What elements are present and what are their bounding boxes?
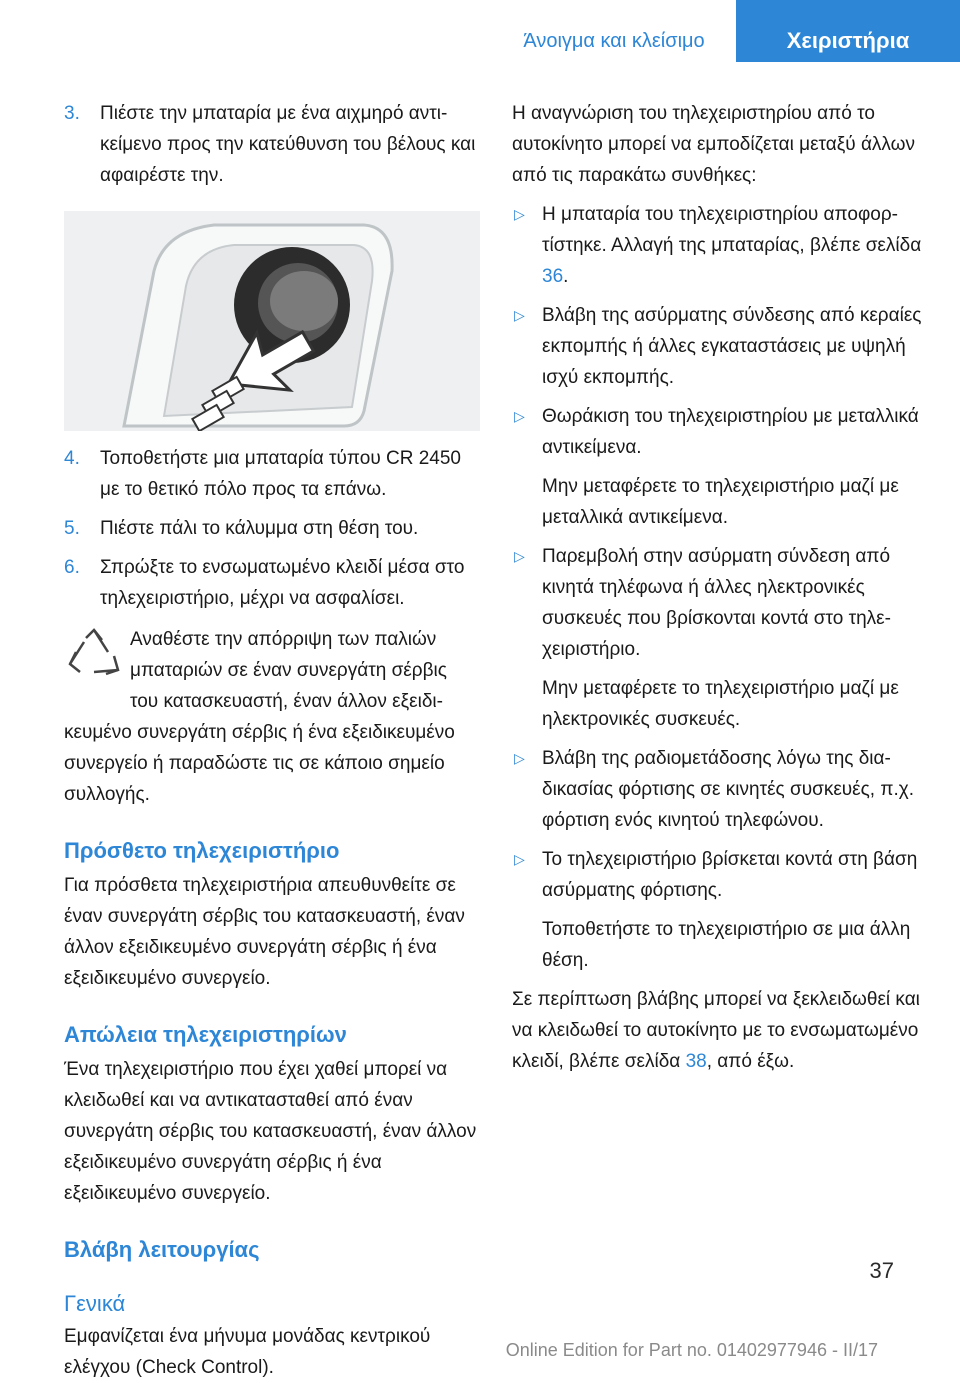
key-battery-illustration: [64, 211, 480, 431]
recycling-text: Αναθέστε την απόρριψη των παλιών μπαταριών σε έναν συνεργάτη σέρβις του κατασκευαστή, έναν άλλον εξειδικευμένο συνεργάτη σέρβις ή ένα εξειδικευμένο συνεργείο ή παραδώστε τις σε κάποιο σημείο συλλογής.: [64, 629, 455, 805]
outro-paragraph: [512, 984, 928, 1077]
triangle-bullet-icon: ▷: [514, 307, 525, 323]
triangle-bullet-icon: ▷: [514, 206, 525, 222]
step-number: 6.: [64, 557, 80, 578]
list-item-text: Βλάβη της ασύρματης σύνδεσης από κεραίες εκπομπής ή άλλες εγκαταστάσεις με υψηλή ισχύ εκπομπής.: [542, 305, 922, 388]
step-6: [64, 552, 480, 614]
page-link[interactable]: 36: [542, 266, 564, 287]
step-number: 5.: [64, 518, 80, 539]
heading-malfunction: Βλάβη λειτουργίας: [64, 1237, 260, 1262]
heading-additional-remote: Πρόσθετο τηλεχειριστήριο: [64, 838, 340, 863]
heading-lost-remotes: Απώλεια τηλεχειριστηρίων: [64, 1022, 347, 1047]
step-text: Σπρώξτε το ενσωματωμένο κλειδί μέσα στο τηλεχειριστήριο, μέχρι να ασφαλίσει.: [100, 557, 465, 609]
recycle-icon: [64, 626, 124, 688]
step-5: [64, 513, 480, 544]
recycling-note: [64, 624, 480, 810]
list-item: [512, 541, 928, 665]
list-item-remedy: Μην μεταφέρετε το τηλεχειριστήριο μαζί με ηλεκτρονικές συσκευές.: [542, 678, 899, 730]
triangle-bullet-icon: ▷: [514, 548, 525, 564]
outro-text: Σε περίπτωση βλάβης μπορεί να ξεκλειδωθεί και να κλειδωθεί το αυτοκίνητο με το ενσωματωμένο κλειδί, βλέπε σελίδα: [512, 989, 920, 1072]
list-item-text: Παρεμβολή στην ασύρματη σύνδεση από κινητά τηλέφωνα ή άλλες ηλεκτρονικές συσκευές που βρίσκονται κοντά στο τηλεχειριστήριο.: [542, 546, 891, 660]
triangle-bullet-icon: ▷: [514, 851, 525, 867]
page-header: [0, 0, 960, 62]
intro-paragraph: Η αναγνώριση του τηλεχειριστηρίου από το αυτοκίνητο μπορεί να εμποδίζεται μεταξύ άλλων από τις παρακάτω συνθήκες:: [512, 103, 915, 186]
step-text: Τοποθετήστε μια μπαταρία τύπου CR 2450 με το θετικό πόλο προς τα επάνω.: [100, 448, 461, 500]
footer: [0, 1340, 960, 1361]
page-link[interactable]: 38: [685, 1051, 707, 1072]
list-item: [512, 401, 928, 463]
step-number: 3.: [64, 103, 80, 124]
step-3: [64, 98, 480, 191]
paragraph-general: Εμφανίζεται ένα μήνυμα μονάδας κεντρικού ελέγχου (Check Control).: [64, 1326, 431, 1378]
chapter-tab[interactable]: Χειριστήρια: [736, 0, 960, 62]
list-item: [512, 199, 928, 292]
heading-general: Γενικά: [64, 1291, 126, 1316]
footer-text: Online Edition for Part no. 01402977946 - II/17: [505, 1340, 878, 1360]
outro-text-end: , από έξω.: [706, 1051, 795, 1072]
list-item-remedy: Μην μεταφέρετε το τηλεχειριστήριο μαζί με μεταλλικά αντικείμενα.: [542, 476, 899, 528]
list-item: [512, 844, 928, 906]
list-item-text: Η μπαταρία του τηλεχειριστηρίου αποφορτίστηκε. Αλλαγή της μπαταρίας, βλέπε σελίδα: [542, 204, 922, 256]
list-item-text: Βλάβη της ραδιομετάδοσης λόγω της διαδικασίας φόρτισης σε κινητές συσκευές, π.χ. φόρτιση ενός κινητού τηλεφώνου.: [542, 748, 915, 831]
list-item-text: Θωράκιση του τηλεχειριστηρίου με μεταλλικά αντικείμενα.: [542, 406, 919, 458]
list-item-text: Το τηλεχειριστήριο βρίσκεται κοντά στη βάση ασύρματης φόρτισης.: [542, 849, 918, 901]
list-item-remedy: Τοποθετήστε το τηλεχειριστήριο σε μια άλλη θέση.: [542, 919, 911, 971]
list-item: [512, 743, 928, 836]
triangle-bullet-icon: ▷: [514, 750, 525, 766]
page-number: 37: [869, 1258, 894, 1283]
step-4: [64, 443, 480, 505]
paragraph-additional-remote: Για πρόσθετα τηλεχειριστήρια απευθυνθείτε σε έναν συνεργάτη σέρβις του κατασκευαστή, έναν άλλον εξειδικευμένο συνεργάτη σέρβις ή ένα εξειδικευμένο συνεργείο.: [64, 875, 465, 989]
list-item: [512, 300, 928, 393]
left-column: [64, 98, 480, 1383]
step-text: Πιέστε την μπαταρία με ένα αιχμηρό αντικείμενο προς την κατεύθυνση του βέλους και αφαιρέστε την.: [100, 103, 476, 186]
step-text: Πιέστε πάλι το κάλυμμα στη θέση του.: [100, 518, 419, 539]
right-column: [512, 98, 928, 1077]
triangle-bullet-icon: ▷: [514, 408, 525, 424]
paragraph-lost-remotes: Ένα τηλεχειριστήριο που έχει χαθεί μπορεί να κλειδωθεί και να αντικατασταθεί από έναν συνεργάτη σέρβις του κατασκευαστή, έναν άλλον εξειδικευμένο συνεργάτη σέρβις ή ένα εξειδικευμένο συνεργείο.: [64, 1059, 477, 1204]
section-tab[interactable]: Άνοιγμα και κλείσιμο: [494, 0, 734, 62]
list-item-text-end: .: [563, 266, 569, 287]
step-number: 4.: [64, 448, 80, 469]
